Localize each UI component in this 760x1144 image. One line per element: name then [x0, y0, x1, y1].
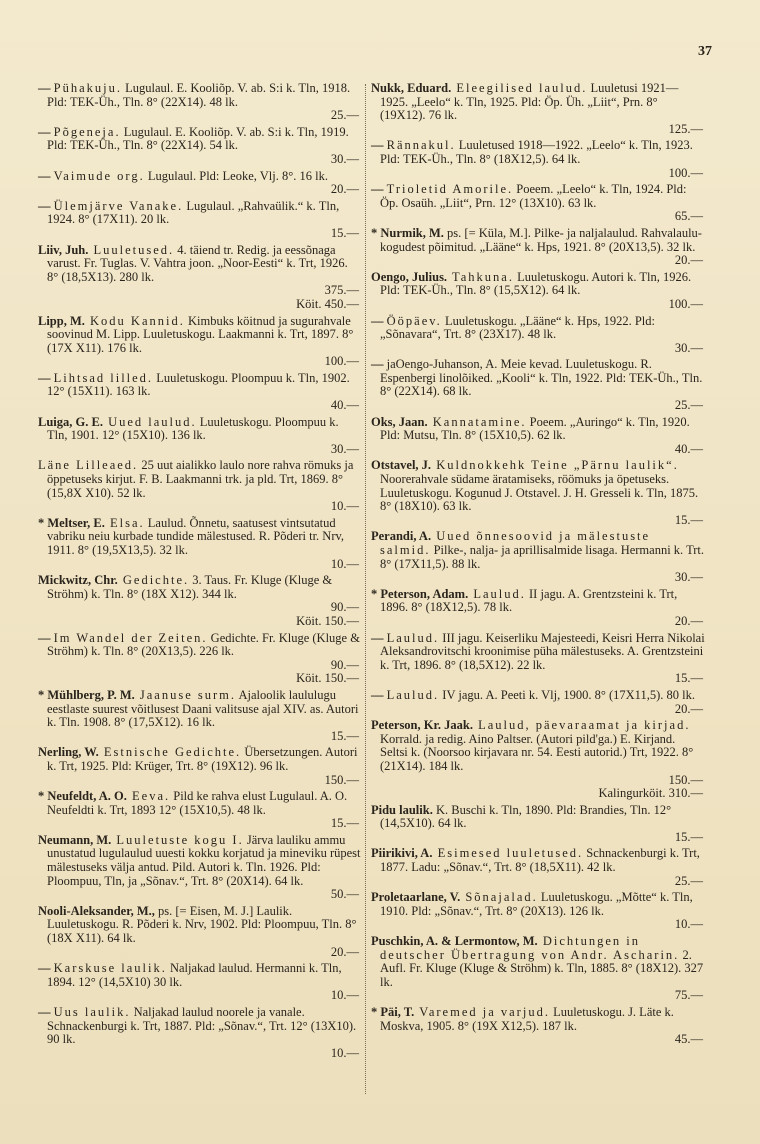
entry-author: Peterson, Kr. Jaak.: [371, 718, 473, 733]
entry-price-bound: Köit. 450.—: [296, 296, 359, 311]
entry-price: 25.—: [674, 873, 703, 888]
bibliography-entry: [371, 183, 705, 224]
bibliography-entry: [38, 82, 361, 123]
entry-description: Luuletused 1918—1922. „Leelo“ k. Tln, 1923. Pld: TEK-Üh., Tln. 8° (18X12,5). 64 lk.: [380, 138, 693, 166]
entry-price: 40.—: [330, 398, 359, 413]
entry-title: Luuletuste kogu I.: [111, 832, 244, 847]
entry-description: Ajaloolik laululugu eestlaste suurest võitlusest Daani valitsuse ajal XIV. as. Autori k. Tln. 1908. 8° (17,5X12). 16 lk.: [47, 687, 359, 730]
entry-author: Pidu laulik.: [371, 802, 433, 817]
entry-author: —: [371, 630, 387, 645]
entry-description: Pilke-, nalja- ja aprillisalmide lisaga. Hermanni k. Trt. 8° (17X11,5). 88 lk.: [380, 543, 705, 571]
entry-author: Piirikivi, A.: [371, 846, 433, 861]
entry-description: ps. [= Küla, M.]. Pilke- ja naljalaulud. Rahvalaulu-kogudest põimitud. „Lääne“ k. Hps, 1921. 8° (20X13,5). 32 lk.: [380, 225, 702, 254]
entry-price: 15.—: [330, 816, 359, 831]
entry-title: Ülemjärve Vanake.: [53, 198, 184, 213]
bibliography-entry: [38, 200, 361, 241]
entry-description: Luuletuskogu. „Mõtte“ k. Tln, 1910. Pld: „Sõnav.“, Trt. 8° (20X13). 126 lk.: [380, 890, 693, 918]
entry-price: 90.—: [330, 600, 359, 615]
entry-description: 4. täiend tr. Redig. ja eessõnaga varust. Fr. Tuglas. V. Vahtra joon. „Noor-Eesti“ k. Trt, 1926. 8° (18,5X13). 280 lk.: [47, 242, 348, 284]
entry-description: III jagu. Keiserliku Majesteedi, Keisri Herra Nikolai Aleksandrovitschi kroonimise püha mälestuseks. A. Grentzsteini k. Trt, 1896. 8° (18,5X12). 22 lk.: [380, 630, 705, 672]
entry-author: —: [371, 313, 387, 328]
entry-price: 30.—: [674, 570, 703, 585]
bibliography-entry: [38, 459, 361, 513]
entry-price: 150.—: [324, 772, 359, 787]
entry-price: 150.—: [668, 772, 703, 787]
column-divider: [365, 84, 366, 1094]
entry-title: Elsa.: [104, 515, 145, 530]
entry-price-bound: Kalingurköit. 310.—: [598, 786, 703, 801]
entry-price: 10.—: [330, 1045, 359, 1060]
bibliography-entry: [371, 459, 705, 527]
entry-author: Otstavel, J.: [371, 458, 432, 473]
bibliography-entry: [371, 804, 705, 845]
entry-title: Sõnajalad.: [460, 890, 538, 905]
entry-description: Luuletuskogu. Autori k. Tln, 1926. Pld: TEK-Üh., Tln. 8° (15,5X12). 64 lk.: [380, 269, 692, 298]
entry-description: ps. [= Eisen, M. J.] Laulik. Luuletuskogu. R. Põderi k. Nrv, 1902. Pld: Ploompuu, Tln. 8° (18X X11). 64 lk.: [47, 903, 357, 946]
entry-price: 10.—: [330, 499, 359, 514]
entry-author: —: [38, 124, 54, 139]
entry-author: Oks, Jaan.: [371, 414, 428, 429]
entry-price: 20.—: [674, 613, 703, 628]
entry-author: —: [371, 687, 387, 702]
bibliography-entry: [371, 1006, 705, 1047]
entry-author: Neumann, M.: [38, 832, 112, 847]
entry-title: Uued õnnesoovid ja mälestuste salmid.: [380, 529, 651, 557]
entry-price: 20.—: [674, 253, 703, 268]
bibliography-entry: [371, 632, 705, 686]
entry-author: —: [371, 357, 387, 372]
entry-author: Puschkin, A. & Lermontow, M.: [371, 934, 538, 949]
entry-author: —: [371, 138, 387, 153]
entry-title: Uued laulud.: [102, 414, 197, 429]
entry-price: 125.—: [668, 121, 703, 136]
entry-author: * Mühlberg, P. M.: [38, 687, 135, 702]
entry-description: Gedichte. Fr. Kluge (Kluge & Ströhm) k. Tln. 8° (20X13,5). 226 lk.: [47, 630, 360, 659]
entry-price: 25.—: [330, 108, 359, 123]
entry-author: Luiga, G. E.: [38, 414, 103, 429]
page-number: 37: [698, 44, 712, 59]
entry-description: Pild ke rahva elust Lugulaul. A. O. Neufeldti k. Trt, 1893 12° (15X10,5). 48 lk.: [47, 789, 348, 817]
entry-author: Proletaarlane, V.: [371, 890, 461, 905]
entry-description: Poeem. „Leelo“ k. Tln, 1924. Pld: Öp. Osaüh. „Liit“, Prn. 12° (13X10). 63 lk.: [380, 182, 687, 210]
bibliography-entry: [371, 935, 705, 1003]
bibliography-entry: [371, 588, 705, 629]
bibliography-entry: [38, 905, 361, 959]
entry-title: Gedichte.: [117, 573, 190, 588]
entry-description: Naljakad laulud noorele ja vanale. Schnackenburgi k. Trt, 1887. Pld: „Sõnav.“, Trt. 12° (13X10). 90 lk.: [47, 1005, 357, 1047]
entry-description: Luuletuskogu. „Lääne“ k. Hps, 1922. Pld: „Sõnavara“, Trt. 8° (23X17). 48 lk.: [380, 313, 655, 342]
bibliography-entry: [371, 315, 705, 356]
bibliography-entry: [371, 358, 705, 412]
entry-title: Im Wandel der Zeiten.: [53, 630, 208, 645]
bibliography-entry: [371, 847, 705, 888]
bibliography-entry: [38, 834, 361, 902]
left-column: [38, 82, 361, 1063]
entry-title: Kannatamine.: [427, 414, 527, 429]
entry-title: Laulud.: [386, 687, 440, 702]
entry-author: * Nurmik, M.: [371, 225, 444, 240]
bibliography-entry: [38, 574, 361, 628]
entry-title: Pühakuju.: [53, 81, 122, 95]
entry-author: —: [38, 81, 54, 95]
entry-author: —: [371, 182, 387, 197]
entry-author: Nerling, W.: [38, 745, 99, 760]
bibliography-entry: [371, 271, 705, 312]
entry-description: jaOengo-Juhanson, A. Meie kevad. Luuletuskogu. R. Espenbergi linolõiked. „Kooli“ k. Tln, 1922. Pld: TEK-Üh., Tln. 8° (22X14). 68 lk.: [380, 357, 703, 399]
entry-title: Tahkuna.: [447, 269, 514, 284]
entry-description: IV jagu. A. Peeti k. Vlj, 1900. 8° (17X11,5). 80 lk.: [439, 687, 695, 702]
entry-title: Eleegilised laulud.: [451, 81, 588, 95]
bibliography-entry: [371, 719, 705, 801]
bibliography-entry: [371, 139, 705, 180]
entry-price: 40.—: [674, 441, 703, 456]
entry-price: 15.—: [674, 671, 703, 686]
entry-price: 15.—: [674, 829, 703, 844]
entry-price: 75.—: [674, 988, 703, 1003]
bibliography-entry: [371, 530, 705, 584]
entry-author: Perandi, A.: [371, 529, 432, 544]
entry-title: Jaanuse surm.: [134, 687, 237, 702]
entry-title: Vaimude org.: [53, 168, 145, 183]
bibliography-entry: [371, 227, 705, 268]
entry-title: Laulud, päevaraamat ja kirjad.: [472, 718, 691, 733]
entry-title: Ööpäev.: [386, 313, 442, 328]
entry-description: Lugulaul. E. Kooliõp. V. ab. S:i k. Tln, 1918. Pld: TEK-Üh., Tln. 8° (22X14). 48 lk.: [47, 81, 351, 109]
bibliography-entry: [371, 82, 705, 136]
entry-price: 20.—: [330, 182, 359, 197]
entry-author: —: [38, 370, 54, 385]
entry-description: Luuletuskogu. J. Läte k. Moskva, 1905. 8° (19X X12,5). 187 lk.: [380, 1005, 674, 1033]
bibliography-entry: [38, 962, 361, 1003]
entry-price: 90.—: [330, 657, 359, 672]
bibliography-entry: [38, 416, 361, 457]
entry-description: Noorerahvale südame äratamiseks, röömuks ja öpetuseks. Luuletuskogu. Kogunud J. Otstavel. J. H. Gresseli k. Tln, 1875. 8° (18X10). 63 lk.: [380, 472, 699, 514]
entry-title: Laulud.: [386, 630, 440, 645]
bibliography-entry: [371, 689, 705, 716]
entry-price: 100.—: [668, 165, 703, 180]
entry-title: Estnische Gedichte.: [98, 745, 242, 760]
entry-description: Luuletusi 1921—1925. „Leelo“ k. Tln, 1925. Pld: Öp. Üh. „Liit“, Prn. 8° (19X12). 76 lk.: [380, 81, 679, 123]
bibliography-entry: [38, 689, 361, 743]
entry-author: —: [38, 961, 54, 976]
entry-price: 30.—: [330, 441, 359, 456]
entry-author: —: [38, 198, 54, 213]
entry-author: —: [38, 630, 54, 645]
entry-description: Luuletuskogu. Ploompuu k. Tln, 1901. 12° (15X10). 136 lk.: [47, 414, 339, 443]
entry-description: Lugulaul. Pld: Leoke, Vlj. 8°. 16 lk.: [144, 168, 328, 183]
entry-price: 10.—: [674, 917, 703, 932]
entry-description: Luuletuskogu. Ploompuu k. Tln, 1902. 12° (15X11). 163 lk.: [47, 370, 350, 399]
entry-title: Põgeneja.: [53, 124, 121, 139]
entry-description: 2. Aufl. Fr. Kluge (Kluge & Ströhm) k. Tln, 1885. 8° (18X12). 327 lk.: [380, 947, 704, 989]
entry-title: Rännakul.: [386, 138, 456, 153]
entry-title: Uus laulik.: [53, 1005, 131, 1019]
entry-author: Oengo, Julius.: [371, 269, 448, 284]
entry-price: 15.—: [330, 225, 359, 240]
entry-price-bound: Köit. 150.—: [296, 613, 359, 628]
bibliography-entry: [371, 891, 705, 932]
entry-title: Läne Lilleaed.: [38, 458, 139, 473]
entry-description: Laulud. Õnnetu, saatusest vintsutatud vabriku neiu kurbade tundide mälestused. R. Põderi tr. Nrv, 1911. 8° (19,5X13,5). 32 lk.: [47, 515, 345, 557]
entry-price: 15.—: [674, 512, 703, 527]
entry-title: Dichtungen in deutscher Übertragung von Andr. Ascharin.: [380, 934, 680, 962]
entry-description: Korrald. ja redig. Aino Paltser. (Autori pild'ga.) E. Kirjand. Seltsi k. (Noorsoo kirjavara nr. 54. Eesti autorid.) Trt, 1922. 8° (21X14). 184 lk.: [380, 731, 694, 773]
entry-description: Naljakad laulud. Hermanni k. Tln, 1894. 12° (14,5X10) 30 lk.: [47, 961, 342, 989]
bibliography-entry: [38, 170, 361, 197]
bibliography-entry: [38, 315, 361, 369]
bibliography-entry: [371, 416, 705, 457]
entry-description: II jagu. A. Grentzsteini k. Trt, 1896. 8° (18X12,5). 78 lk.: [380, 586, 678, 615]
entry-description: 25 uut aialikko laulo nore rahva römuks ja öppetuseks kirjut. F. B. Laakmanni trk. ja pld. Trt, 1869. 8° (15,8X X10). 52 lk.: [47, 458, 354, 500]
entry-price: 20.—: [330, 944, 359, 959]
entry-description: Lugulaul. E. Kooliõp. V. ab. S:i k. Tln, 1919. Pld: TEK-Üh., Tln. 8° (22X14). 54 lk.: [47, 124, 349, 153]
bibliography-entry: [38, 126, 361, 167]
entry-price: 65.—: [674, 209, 703, 224]
entry-price: 25.—: [674, 398, 703, 413]
entry-title: Esimesed luuletused.: [432, 846, 584, 861]
entry-author: * Meltser, E.: [38, 515, 105, 530]
entry-author: —: [38, 1005, 54, 1019]
entry-price: 100.—: [324, 354, 359, 369]
entry-price: 10.—: [330, 556, 359, 571]
entry-description: 3. Taus. Fr. Kluge (Kluge & Ströhm) k. Tln. 8° (18X X12). 344 lk.: [47, 573, 333, 601]
entry-description: Schnackenburgi k. Trt, 1877. Ladu: „Sõnav.“, Trt. 8° (18,5X11). 42 lk.: [380, 846, 700, 875]
entry-title: Eeva.: [126, 789, 171, 804]
entry-title: Luuletused.: [88, 242, 175, 257]
entry-price: 100.—: [668, 296, 703, 311]
entry-author: Lipp, M.: [38, 313, 85, 328]
entry-author: Nooli-Aleksander, M.,: [38, 903, 155, 918]
entry-price: 20.—: [674, 701, 703, 716]
entry-price: 30.—: [674, 340, 703, 355]
bibliography-entry: [38, 632, 361, 686]
entry-title: Kuldnokkehk Teine „Pärnu laulik“.: [431, 458, 679, 473]
bibliography-entry: [38, 790, 361, 831]
right-column: [371, 82, 705, 1050]
entry-price-bound: Köit. 150.—: [296, 671, 359, 686]
bibliography-entry: [38, 244, 361, 312]
entry-author: * Peterson, Adam.: [371, 586, 469, 601]
bibliography-entry: [38, 1006, 361, 1060]
entry-title: Trioletid Amorile.: [386, 182, 514, 197]
entry-title: Lihtsad lilled.: [53, 370, 154, 385]
entry-description: K. Buschi k. Tln, 1890. Pld: Brandies, Tln. 12° (14,5X10). 64 lk.: [380, 802, 672, 831]
entry-author: —: [38, 168, 54, 183]
entry-description: Poeem. „Auringo“ k. Tln, 1920. Pld: Mutsu, Tln. 8° (15X10,5). 62 lk.: [380, 414, 690, 443]
entry-price: 45.—: [674, 1032, 703, 1047]
entry-description: Übersetzungen. Autori k. Trt, 1925. Pld: Krüger, Trt. 8° (19X12). 96 lk.: [47, 745, 358, 773]
bibliography-entry: [38, 517, 361, 571]
entry-description: Lugulaul. „Rahvaülik.“ k. Tln, 1924. 8° (17X11). 20 lk.: [47, 198, 340, 227]
entry-price: 10.—: [330, 988, 359, 1003]
entry-price: 50.—: [330, 887, 359, 902]
entry-author: * Päi, T.: [371, 1005, 415, 1019]
entry-title: Kodu Kannid.: [84, 313, 185, 328]
entry-price: 30.—: [330, 151, 359, 166]
entry-price: 15.—: [330, 728, 359, 743]
entry-title: Varemed ja varjud.: [414, 1005, 550, 1019]
entry-description: Kimbuks köitnud ja sugurahvale soovinud M. Lipp. Luuletuskogu. Laakmanni k. Trt, 1897. 8° (17X X11). 176 lk.: [47, 313, 354, 355]
entry-title: Laulud.: [468, 586, 526, 601]
bibliography-entry: [38, 372, 361, 413]
entry-author: Liiv, Juh.: [38, 242, 89, 257]
entry-description: Järva lauliku ammu unustatud lugulaulud uuesti kokku korjatud ja mineviku rüpest mälestuseks välja antud. Pild. Autori k. Tln. 1926. Pld: Ploompuu, Tln, ja „Sõnav.“, Trt. 8° (20X14). 64 lk.: [47, 832, 361, 888]
entry-title: Karskuse laulik.: [53, 961, 167, 976]
entry-author: Mickwitz, Chr.: [38, 573, 118, 588]
bibliography-entry: [38, 746, 361, 787]
entry-price: 375.—: [324, 283, 359, 298]
entry-author: * Neufeldt, A. O.: [38, 789, 127, 804]
entry-author: Nukk, Eduard.: [371, 81, 452, 95]
